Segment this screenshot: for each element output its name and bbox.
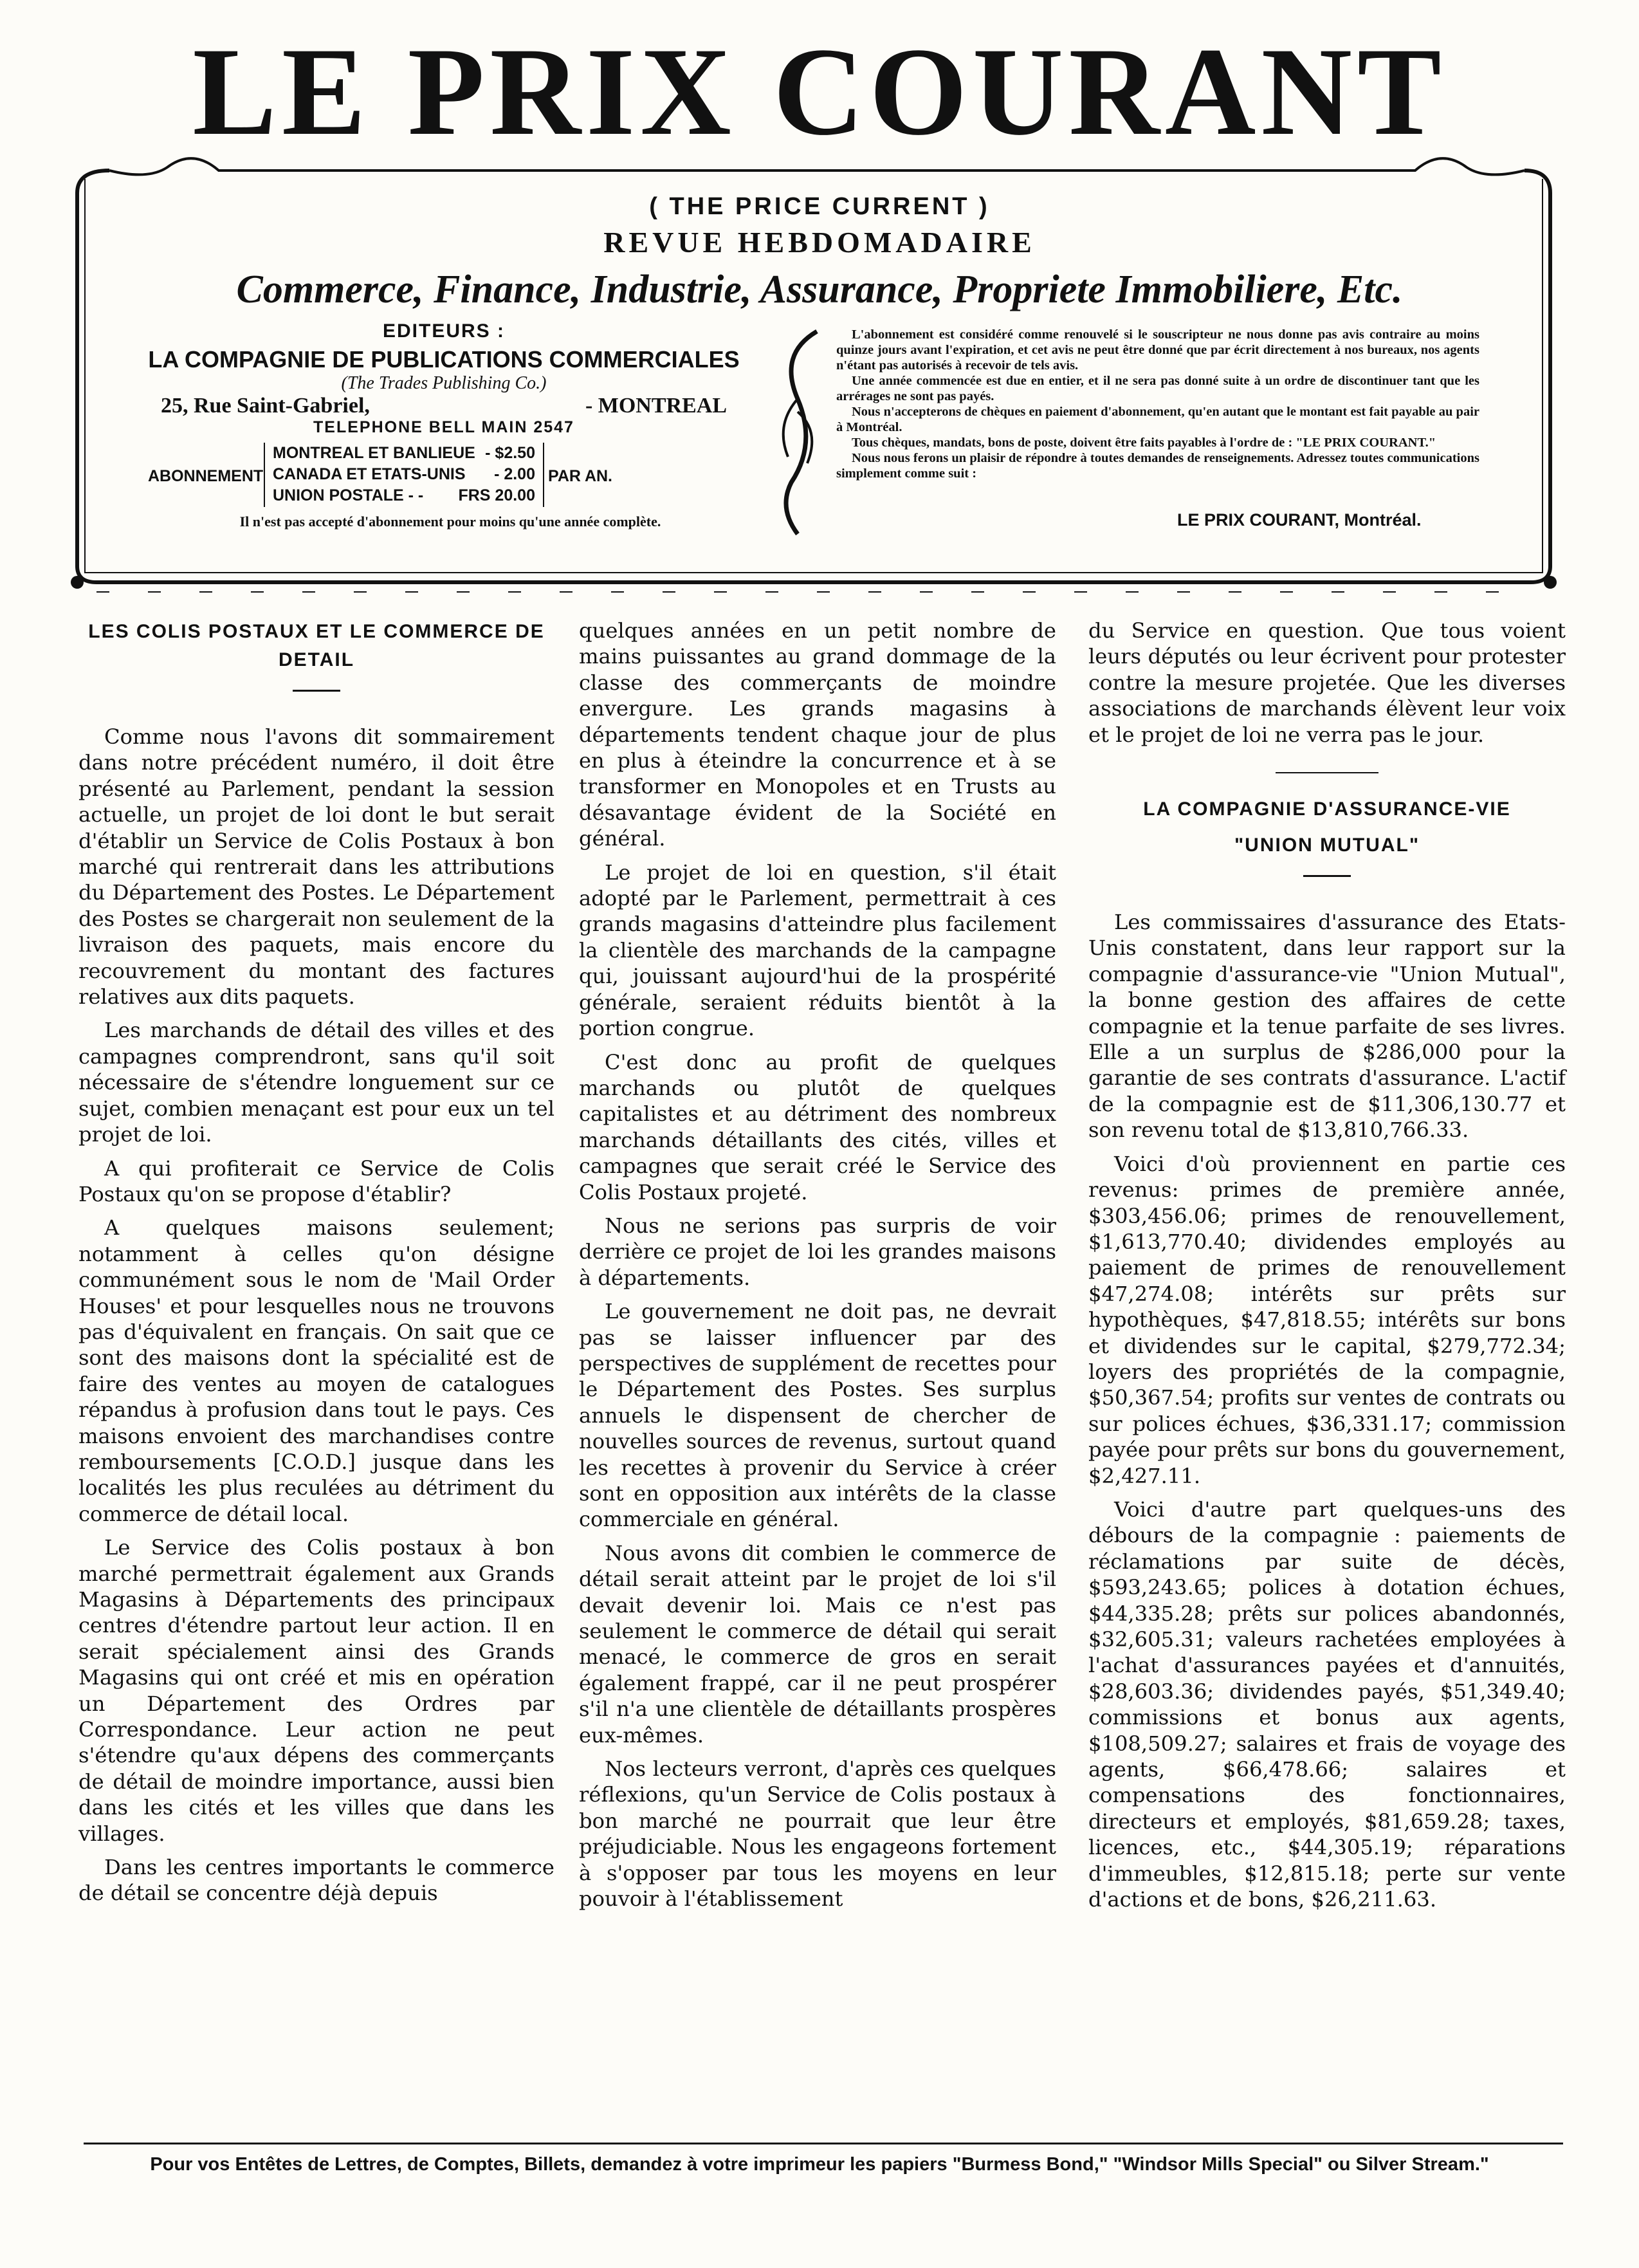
rate-row <box>273 443 543 464</box>
article-paragraph: Comme nous l'avons dit sommairement dans notre précédent numéro, il doit être présenté au Parlement, pendant la session actuelle, un projet de loi dont le but serait d'établir un Service de Colis Postaux à bon marché qui rentrerait dans les attributions du Département des Postes. Le Département des Postes se chargerait non seulement de la livraison des paquets, mais encore du recouvrement du montant des factures relatives aux dits paquets. <box>78 724 554 1010</box>
article-paragraph: du Service en question. Que tous voient leurs députés ou leur écrivent pour protester contre la mesure projetée. Que les diverses associations de marchands élèvent leur voix et le projet de loi ne verra pas le jour. <box>1088 618 1566 747</box>
article-paragraph: Le gouvernement ne doit pas, ne devrait pas se laisser influencer par des perspectives de supplément de recettes pour le Département des Postes. Ses surplus annuels le dispensent de chercher de nouvelles sources de revenus, surtout quand les recettes à provenir du Service à créer sont en opposition aux intérêts de la classe commerciale en général. <box>579 1299 1056 1532</box>
column-3 <box>1088 618 1566 1920</box>
article-paragraph: Les marchands de détail des villes et des campagnes comprendront, sans qu'il soit nécessaire de s'étendre longuement sur ce sujet, combien menaçant est pour eux un tel projet de loi. <box>78 1018 554 1147</box>
article-paragraph: quelques années en un petit nombre de mains puissantes au grand dommage de la classe des commerçants de moindre envergure. Les grands magasins à départements tendent chaque jour de plus en plus à éteindre la concurrence et à se transformer en Monopoles et en Trusts au désavantage évident de la Société en général. <box>579 618 1056 851</box>
article-paragraph: Le projet de loi en question, s'il était adopté par le Parlement, permettrait à ces grands magasins d'atteindre plus facilement la clientèle des marchands de la campagne qui, jouissant aujourd'hui de la prospérité générale, seraient réduits bientôt à la portion congrue. <box>579 860 1056 1041</box>
editeurs-label: EDITEURS : <box>382 320 505 342</box>
ornament-icon <box>772 328 823 540</box>
article-divider <box>1276 772 1378 773</box>
condition-paragraph: Nous n'accepterons de chèques en paiement d'abonnement, qu'en autant que le montant est fait payable au pair à Montréal. <box>836 405 1479 434</box>
rates-box <box>264 443 544 507</box>
publisher-english-name: (The Trades Publishing Co.) <box>341 373 547 393</box>
subscription-note: Il n'est pas accepté d'abonnement pour moins qu'une année complète. <box>239 513 661 530</box>
article-headline: LA COMPAGNIE D'ASSURANCE-VIE <box>1143 798 1511 820</box>
condition-paragraph: Une année commencée est due en entier, et il ne sera pas donné suite à un ordre de discontinuer tant que les arrérages ne sont pas payés. <box>836 374 1479 403</box>
column-1 <box>78 618 554 1914</box>
rate-price: FRS 20.00 <box>458 486 535 504</box>
masthead-subtitle-fr: REVUE HEBDOMADAIRE <box>603 226 1036 259</box>
rate-region: MONTREAL ET BANLIEUE <box>273 444 475 462</box>
par-an-label: PAR AN. <box>548 467 612 485</box>
publisher-phone: TELEPHONE BELL MAIN 2547 <box>313 418 574 436</box>
masthead-title: LE PRIX COURANT <box>192 22 1447 161</box>
subscription-conditions <box>836 327 1479 481</box>
abonnement-label: ABONNEMENT <box>148 467 264 485</box>
article-paragraph: Voici d'autre part quelques-uns des débours de la compagnie : paiements de réclamations par suite de décès, $593,243.65; polices à dotation échues, $44,335.28; prêts sur polices abandonnés, $32,605.31; valeurs rachetées employées à l'achat d'assurances payées et d'annuités, $28,603.36; dividendes payés, $51,349.40; commissions et bonus aux agents, $108,509.27; salaires et frais de voyage des agents, $66,478.66; salaires et compensations des fonctionnaires, directeurs et employés, $81,659.28; taxes, licences, etc., $44,305.19; réparations d'immeubles, $12,815.18; perte sur vente d'actions et de bons, $26,211.63. <box>1088 1497 1566 1912</box>
article-paragraph: A quelques maisons seulement; notamment à celles qu'on désigne communément sous le nom de 'Mail Order Houses' et pour lesquelles nous ne trouvons pas d'équivalent en français. On sait que ce sont des maisons dont la spécialité est de faire des ventes au moyen de catalogues répandus à profusion dans tout le pays. Ces maisons envoient des marchandises contre remboursements [C.O.D.] jusque dans les localités les plus reculées au détriment du commerce de détail local. <box>78 1215 554 1526</box>
article-paragraph: Nous avons dit combien le commerce de détail serait atteint par le projet de loi s'il devait devenir loi. Mais ce n'est pas seulement le commerce de détail qui serait menacé, le commerce de gros en serait également frappé, car il ne peut prospérer s'il n'a une clientèle de détaillants prospères eux-mêmes. <box>579 1540 1056 1747</box>
article-paragraph: Nos lecteurs verront, d'après ces quelques réflexions, qu'un Service de Colis postaux à bon marché ne pourrait que leur être préjudiciable. Nous les engageons fortement à s'opposer par tous les moyens en leur pouvoir à l'établissement <box>579 1756 1056 1912</box>
article-paragraph: Nous ne serions pas surpris de voir derrière ce projet de loi les grandes maisons à départements. <box>579 1213 1056 1290</box>
masthead-subtitle-en: ( THE PRICE CURRENT ) <box>649 193 990 220</box>
rate-row <box>273 485 543 506</box>
rate-price: - 2.00 <box>494 465 535 483</box>
city: - MONTREAL <box>585 394 727 418</box>
condition-paragraph: Nous nous ferons un plaisir de répondre à toutes demandes de renseignements. Adressez toutes communications simplement comme suit : <box>836 451 1479 481</box>
masthead <box>0 0 1639 608</box>
headline-rule <box>1303 875 1351 877</box>
publisher-name: LA COMPAGNIE DE PUBLICATIONS COMMERCIALES <box>148 346 740 373</box>
headline-rule <box>293 690 340 692</box>
article-headline-sub: "UNION MUTUAL" <box>1234 834 1420 856</box>
article-paragraph: Les commissaires d'assurance des Etats-Unis constatent, dans leur rapport sur la compagnie d'assurance-vie "Union Mutual", la bonne gestion des affaires de cette compagnie et la tenue parfaite de ses livres. Elle a un surplus de $286,000 pour la garantie de ses contrats d'assurance. L'actif de la compagnie est de $11,306,130.77 et son revenu total de $13,810,766.33. <box>1088 910 1566 1143</box>
rate-price: - $2.50 <box>485 444 535 462</box>
article-headline: LES COLIS POSTAUX ET LE COMMERCE DE DETAIL <box>88 621 545 670</box>
rate-row <box>273 464 543 485</box>
condition-paragraph: L'abonnement est considéré comme renouvelé si le souscripteur ne nous donne pas avis contraire au moins quinze jours avant l'expiration, et cet avis ne peut être donné que par écrit directement à nos bureaux, nos agents n'étant pas autorisés à recevoir de tels avis. <box>836 327 1479 373</box>
article-paragraph: C'est donc au profit de quelques marchands ou plutôt de quelques capitalistes et au détriment des nombreux marchands détaillants des cités, villes et campagnes que serait créé le Service des Colis Postaux projeté. <box>579 1049 1056 1204</box>
subscription-rates <box>148 443 740 510</box>
article-paragraph: Voici d'où proviennent en partie ces revenus: primes de première année, $303,456.06; primes de renouvellement, $1,613,770.40; dividendes employés au paiement de primes de renouvellement $47,274.08; intérêts sur prêts sur hypothèques, $47,818.55; intérêts sur bons et dividendes sur le capital, $279,772.34; loyers des propriétés de la compagnie, $50,367.54; profits sur ventes de contrats ou sur polices échues, $36,331.17; commission payée pour prêts sur bons du gouvernement, $2,427.11. <box>1088 1151 1566 1488</box>
street-address: 25, Rue Saint-Gabriel, <box>161 394 370 418</box>
column-2 <box>579 618 1056 1920</box>
rate-region: CANADA ET ETATS-UNIS <box>273 465 466 483</box>
footer-rule <box>84 2143 1563 2144</box>
article-paragraph: Le Service des Colis postaux à bon marché permettrait également aux Grands Magasins à Départements des principaux centres d'étendre partout leur action. Il en serait spécialement ainsi des Grands Magasins qui ont créé et mis en opération un Département des Ordres par Correspondance. Leur action ne peut s'étendre qu'aux dépens des commerçants de détail de moindre importance, aussi bien dans les cités et les villes que dans les villages. <box>78 1535 554 1846</box>
footer-advertisement: Pour vos Entêtes de Lettres, de Comptes, Billets, demandez à votre imprimeur les papiers "Burmess Bond," "Windsor Mills Special" ou Silver Stream." <box>150 2154 1489 2175</box>
rate-region: UNION POSTALE - - <box>273 486 424 504</box>
masthead-topics: Commerce, Finance, Industrie, Assurance, Propriete Immobiliere, Etc. <box>236 268 1403 311</box>
publisher-block <box>148 320 740 437</box>
publisher-address <box>148 394 740 418</box>
article-paragraph: A qui profiterait ce Service de Colis Postaux qu'on se propose d'établir? <box>78 1156 554 1206</box>
article-paragraph: Dans les centres importants le commerce de détail se concentre déjà depuis <box>78 1855 554 1906</box>
condition-paragraph: Tous chèques, mandats, bons de poste, doivent être faits payables à l'ordre de : "LE PRIX COURANT." <box>852 436 1436 450</box>
publisher-signature: LE PRIX COURANT, Montréal. <box>1177 510 1422 530</box>
